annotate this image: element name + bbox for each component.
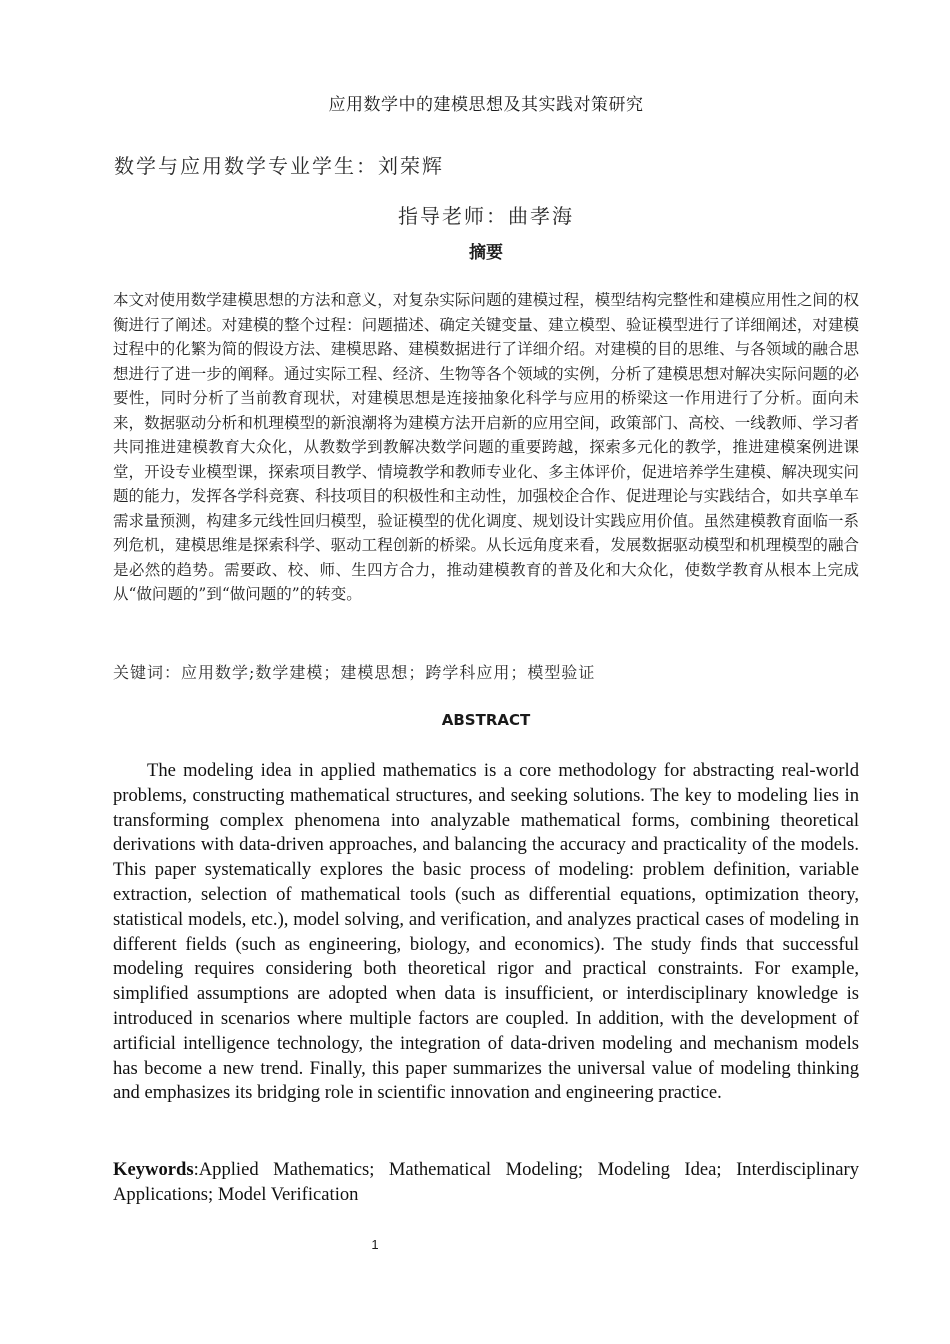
abstract-cn-heading: 摘要 — [469, 243, 503, 263]
paper-title: 应用数学中的建模思想及其实践对策研究 — [328, 95, 644, 115]
abstract-cn-body: 本文对使用数学建模思想的方法和意义，对复杂实际问题的建模过程，模型结构完整性和建模应用性之间的权衡进行了阐述。对建模的整个过程：问题描述、确定关键变量、建立模型、验证模型进行了详细阐述，对建模过程中的化繁为简的假设方法、建模思路、建模数据进行了详细介绍。对建模的目的思维、与各领域的融合思想进行了进一步的阐释。通过实际工程、经济、生物等各个领域的实例，分析了建模思想对解决实际问题的必要性，同时分析了当前教育现状，对建模思想是连接抽象化科学与应用的桥梁这一作用进行了分析。面向未来，数据驱动分析和机理模型的新浪潮将为建模方法开启新的应用空间，政策部门、高校、一线教师、学习者共同推进建模教育大众化，从教数学到教解决数学问题的重要跨越，探索多元化的教学，推进建模案例进课堂，开设专业模型课，探索项目教学、情境教学和教师专业化、多主体评价，促进培养学生建模、解决现实问题的能力，发挥各学科竞赛、科技项目的积极性和主动性，加强校企合作、促进理论与实践结合，如共享单车需求量预测，构建多元线性回归模型，验证模型的优化调度、规划设计实践应用价值。虽然建模教育面临一系列危机，建模思维是探索科学、驱动工程创新的桥梁。从长远角度来看，发展数据驱动模型和机理模型的融合是必然的趋势。需要政、校、师、生四方合力，推动建模教育的普及化和大众化，使数学教育从根本上完成从“做问题的”到“做问题的”的转变。 — [113, 291, 859, 603]
keywords-en-label: Keywords — [113, 1159, 194, 1180]
page-number: 1 — [371, 1237, 379, 1252]
abstract-en-body: The modeling idea in applied mathematics is a core methodology for abstracting real-world problems, constructing mathematical structures, and seeking solutions. The key to modeling lies in transforming complex phenomena into analyzable mathematical forms, combining theoretical derivations with data-driven approaches, and balancing the accuracy and practicality of the models. This paper systematically explores the basic process of modeling: problem definition, variable extraction, selection of mathematical tools (such as differential equations, optimization theory, statistical models, etc.), model solving, and verification, and analyzes practical cases of modeling in different fields (such as engineering, biology, and economics). The study finds that successful modeling requires considering both theoretical rigor and practical constraints. For example, simplified assumptions are adopted when data is insufficient, or interdisciplinary knowledge is introduced in scenarios where multiple factors are coupled. In addition, with the development of artificial intelligence technology, the integration of data-driven modeling and mechanism models has become a new trend. Finally, this paper summarizes the universal value of modeling thinking and emphasizes its bridging role in scientific innovation and engineering practice. — [113, 760, 859, 1104]
abstract-en-heading: ABSTRACT — [441, 711, 531, 729]
keywords-en-text: :Applied Mathematics; Mathematical Modeling; Modeling Idea; Interdisciplinary Applications; Model Verification — [113, 1159, 859, 1205]
keywords-en — [113, 1158, 859, 1208]
advisor-line: 指导老师：曲孝海 — [398, 204, 574, 228]
author-line: 数学与应用数学专业学生：刘荣辉 — [114, 154, 444, 178]
keywords-cn: 关键词：应用数学;数学建模；建模思想；跨学科应用；模型验证 — [113, 663, 596, 682]
